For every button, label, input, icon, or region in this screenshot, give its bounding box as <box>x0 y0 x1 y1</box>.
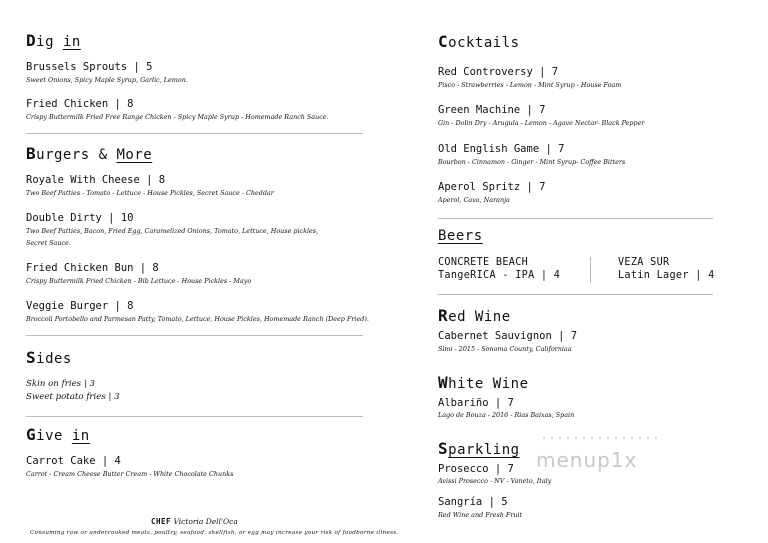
side-item: Sweet potato fries | 3 <box>26 392 120 402</box>
menu-item-name: Brussels Sprouts | 5 <box>26 61 153 73</box>
heading-underlined: More <box>116 147 153 163</box>
heading-underlined: in <box>71 428 90 444</box>
section-divider <box>26 416 363 417</box>
heading-rest: parkling <box>448 442 520 458</box>
heading-underlined: in <box>62 34 81 50</box>
menu-item-desc: Two Beef Patties, Bacon, Fried Egg, Caramelized Onions, Tomato, Lettuce, House pickles, Secret Sauce. <box>26 227 319 247</box>
beer-brand: CONCRETE BEACH <box>438 257 529 268</box>
heading-text: Beers <box>438 228 483 244</box>
beer-item: TangeRICA - IPA | 4 <box>438 270 561 281</box>
red-wine-heading <box>438 306 511 325</box>
heading-initial: S <box>26 348 37 367</box>
side-item: Skin on fries | 3 <box>26 379 95 389</box>
section-divider <box>438 218 713 219</box>
heading-initial: D <box>26 31 37 50</box>
heading-rest: hite Wine <box>448 376 529 392</box>
menu-item-desc: Red Wine and Fresh Fruit <box>438 511 523 519</box>
menu-item-name: Aperol Spritz | 7 <box>438 181 546 193</box>
heading-rest: urgers & <box>36 147 117 163</box>
sparkling-heading <box>438 439 520 458</box>
section-divider <box>26 133 363 134</box>
beer-brand: VEZA SUR <box>618 257 670 268</box>
menu-item-desc: Simi - 2015 - Sonoma County, Californiaa <box>438 345 572 353</box>
menu-item-desc: Aperol, Cava, Naranja <box>438 196 510 204</box>
white-wine-heading <box>438 373 529 392</box>
heading-initial: B <box>26 144 37 163</box>
beer-item: Latin Lager | 4 <box>618 270 715 281</box>
heading-initial: R <box>438 306 449 325</box>
menu-item-name: Albariño | 7 <box>438 397 514 409</box>
menu-item-name: Double Dirty | 10 <box>26 212 134 224</box>
menu-item-name: Fried Chicken | 8 <box>26 98 134 110</box>
cocktails-heading <box>438 32 520 51</box>
menu-item-desc: Two Beef Patties - Tomato - Lettuce - House Pickles, Secret Sauce - Cheddar <box>26 189 274 197</box>
section-divider <box>438 294 713 295</box>
chef-label: CHEF <box>151 517 172 526</box>
menu-item-desc: Lago de Bouza - 2016 - Rias Baixas, Spain <box>438 411 575 419</box>
chef-credit <box>151 517 238 526</box>
burgers-heading <box>26 144 152 163</box>
menu-item-name: Carrot Cake | 4 <box>26 455 121 467</box>
section-divider <box>26 335 363 336</box>
menu-item-desc: Pisco - Strawberries - Lemon - Mint Syrup - House Foam <box>438 81 622 89</box>
menu-item-name: Cabernet Sauvignon | 7 <box>438 330 578 342</box>
menu-item-name: Veggie Burger | 8 <box>26 300 134 312</box>
menu-item-name: Royale With Cheese | 8 <box>26 174 166 186</box>
dig-in-heading <box>26 31 81 50</box>
heading-rest: ive <box>36 428 72 444</box>
menu-item-name: Green Machine | 7 <box>438 104 546 116</box>
menu-item-desc: Broccoli Portobello and Parmesan Patty, Tomato, Lettuce, House Pickles, Homemade Ranch (Deep Fried). <box>26 315 369 323</box>
heading-initial: W <box>438 373 449 392</box>
menu-item-desc: Carrot - Cream Cheese Butter Cream - White Chocolate Chunks <box>26 470 234 478</box>
beers-heading <box>438 228 483 244</box>
give-in-heading <box>26 425 90 444</box>
menu-item-desc: Gin - Dolin Dry - Arugula - Lemon - Agave Nectar- Black Pepper <box>438 119 645 127</box>
food-safety-disclaimer: Consuming raw or undercooked meats, poultry, seafood, shellfish, or egg may increase your risk of foodborne illness. <box>30 530 399 536</box>
menu-item-desc: Crispy Buttermilk Fried Free Range Chicken - Spicy Maple Syrup - Homemade Ranch Sauce. <box>26 113 329 121</box>
menu-item-desc: Crispy Buttermilk Fried Chicken - Bib Lettuce - House Pickles - Mayo <box>26 277 252 285</box>
menu-item-desc: Bourbon - Cinnamon - Ginger - Mint Syrup- Coffee Bitters <box>438 158 626 166</box>
watermark-dots-icon <box>540 433 660 443</box>
heading-rest: ocktails <box>448 35 520 51</box>
heading-rest: ig <box>36 34 63 50</box>
chef-name: Victoria Dell'Oca <box>173 517 238 526</box>
menu-item-name: Sangría | 5 <box>438 496 508 508</box>
menu-item-name: Old English Game | 7 <box>438 143 565 155</box>
heading-rest: ides <box>36 351 72 367</box>
heading-initial: G <box>26 425 37 444</box>
sides-heading <box>26 348 72 367</box>
menu-item-name: Red Controversy | 7 <box>438 66 559 78</box>
heading-initial: S <box>438 439 449 458</box>
beer-divider <box>590 257 591 283</box>
menu-item-name: Fried Chicken Bun | 8 <box>26 262 159 274</box>
heading-rest: ed Wine <box>448 309 511 325</box>
menu-item-name: Prosecco | 7 <box>438 463 514 475</box>
watermark: menup1x <box>536 448 638 472</box>
heading-initial: C <box>438 32 449 51</box>
menu-item-desc: Sweet Onions, Spicy Maple Syrup, Garlic, Lemon. <box>26 76 188 84</box>
menu-item-desc: Avissi Prosecco - NV - Vaneto, Italy <box>438 477 552 485</box>
